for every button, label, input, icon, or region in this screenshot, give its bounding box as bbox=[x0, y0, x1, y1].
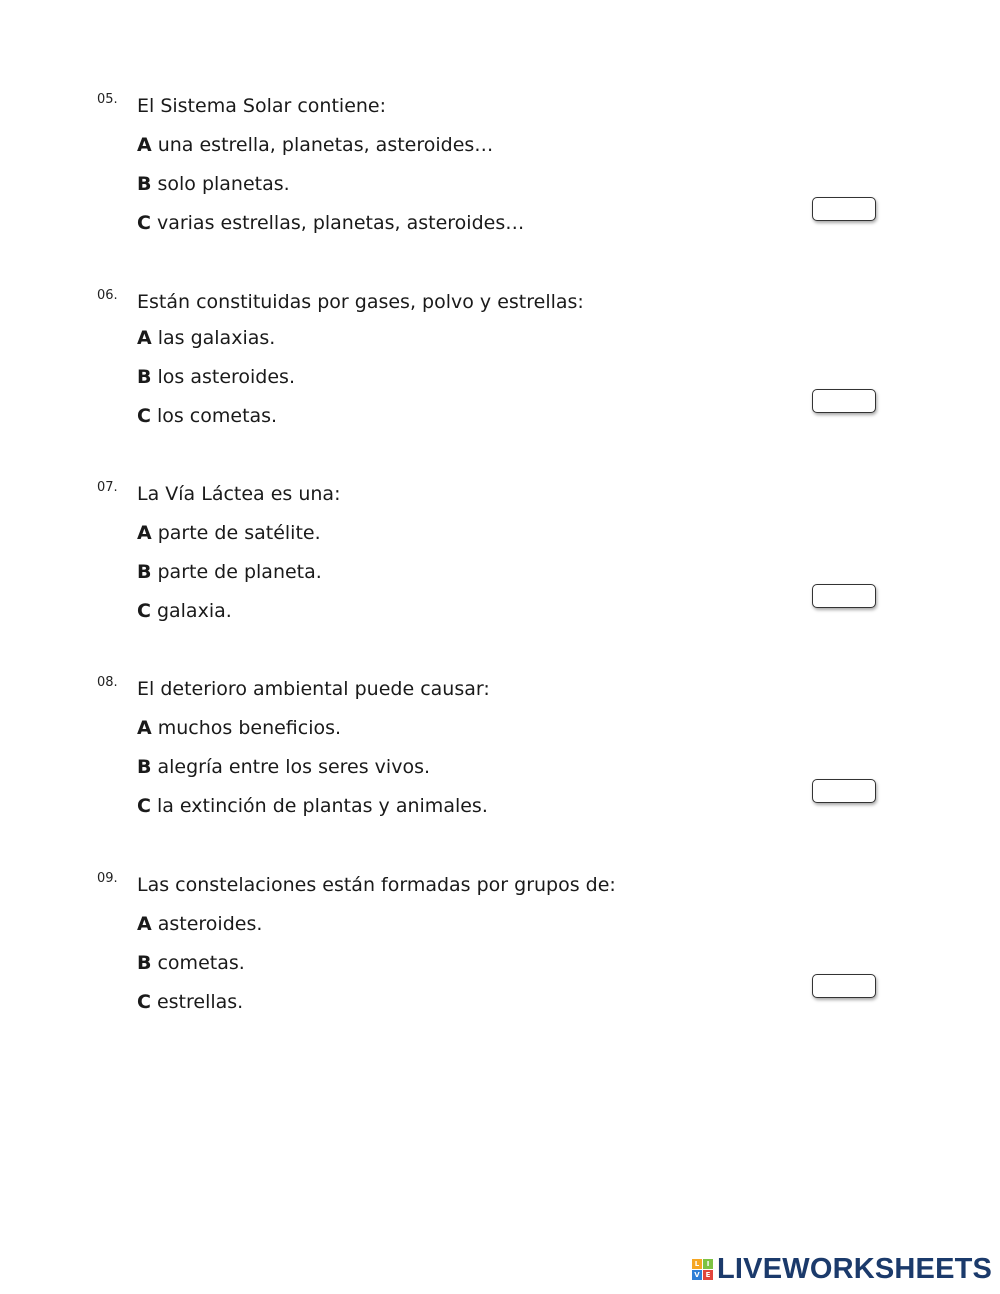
option-c bbox=[137, 795, 488, 817]
option-text: solo planetas. bbox=[157, 173, 290, 195]
option-c bbox=[137, 991, 243, 1013]
option-text: los asteroides. bbox=[157, 366, 295, 388]
option-letter: A bbox=[137, 717, 152, 739]
option-letter: C bbox=[137, 212, 151, 234]
question-text: El Sistema Solar contiene: bbox=[137, 95, 387, 117]
option-letter: A bbox=[137, 134, 152, 156]
question-number: 09. bbox=[97, 871, 118, 886]
option-text: parte de satélite. bbox=[157, 522, 321, 544]
question-number: 07. bbox=[97, 480, 118, 495]
option-letter: B bbox=[137, 173, 152, 195]
answer-input-06[interactable] bbox=[812, 389, 876, 413]
question-text: La Vía Láctea es una: bbox=[137, 483, 341, 505]
option-b bbox=[137, 173, 290, 195]
option-b bbox=[137, 756, 430, 778]
option-text: cometas. bbox=[157, 952, 245, 974]
logo-mark-icon bbox=[692, 1259, 713, 1280]
option-text: muchos beneficios. bbox=[157, 717, 342, 739]
option-a bbox=[137, 327, 275, 349]
option-a bbox=[137, 134, 493, 156]
option-letter: B bbox=[137, 952, 152, 974]
option-text: varias estrellas, planetas, asteroides… bbox=[156, 212, 525, 234]
question-07 bbox=[0, 480, 1000, 663]
answer-input-07[interactable] bbox=[812, 584, 876, 608]
question-09 bbox=[0, 871, 1000, 1054]
option-letter: C bbox=[137, 795, 151, 817]
option-text: asteroides. bbox=[157, 913, 263, 935]
logo-mark-cell: E bbox=[703, 1270, 713, 1280]
question-06 bbox=[0, 288, 1000, 471]
option-text: los cometas. bbox=[156, 405, 278, 427]
option-letter: B bbox=[137, 366, 152, 388]
option-letter: C bbox=[137, 991, 151, 1013]
option-text: galaxia. bbox=[156, 600, 232, 622]
option-b bbox=[137, 952, 245, 974]
logo-text: LIVEWORKSHEETS bbox=[717, 1252, 993, 1285]
option-letter: A bbox=[137, 327, 152, 349]
question-08 bbox=[0, 675, 1000, 858]
option-letter: C bbox=[137, 600, 151, 622]
option-c bbox=[137, 600, 232, 622]
option-letter: A bbox=[137, 522, 152, 544]
answer-input-05[interactable] bbox=[812, 197, 876, 221]
option-text: parte de planeta. bbox=[157, 561, 322, 583]
option-b bbox=[137, 561, 322, 583]
logo-mark-cell: I bbox=[703, 1259, 713, 1269]
option-letter: A bbox=[137, 913, 152, 935]
option-c bbox=[137, 405, 277, 427]
option-b bbox=[137, 366, 295, 388]
option-a bbox=[137, 913, 262, 935]
question-number: 05. bbox=[97, 92, 118, 107]
question-text: Están constituidas por gases, polvo y estrellas: bbox=[137, 291, 584, 313]
option-c bbox=[137, 212, 524, 234]
option-text: la extinción de plantas y animales. bbox=[156, 795, 488, 817]
logo-mark-cell: V bbox=[692, 1270, 702, 1280]
answer-input-09[interactable] bbox=[812, 974, 876, 998]
question-number: 08. bbox=[97, 675, 118, 690]
question-text: El deterioro ambiental puede causar: bbox=[137, 678, 490, 700]
option-text: alegría entre los seres vivos. bbox=[157, 756, 431, 778]
question-number: 06. bbox=[97, 288, 118, 303]
option-text: una estrella, planetas, asteroides… bbox=[157, 134, 494, 156]
option-letter: C bbox=[137, 405, 151, 427]
question-05 bbox=[0, 92, 1000, 275]
option-letter: B bbox=[137, 561, 152, 583]
option-text: las galaxias. bbox=[157, 327, 276, 349]
option-letter: B bbox=[137, 756, 152, 778]
question-text: Las constelaciones están formadas por grupos de: bbox=[137, 874, 616, 896]
option-a bbox=[137, 522, 321, 544]
liveworksheets-logo bbox=[692, 1252, 992, 1286]
option-a bbox=[137, 717, 341, 739]
logo-mark-cell: L bbox=[692, 1259, 702, 1269]
option-text: estrellas. bbox=[156, 991, 244, 1013]
answer-input-08[interactable] bbox=[812, 779, 876, 803]
